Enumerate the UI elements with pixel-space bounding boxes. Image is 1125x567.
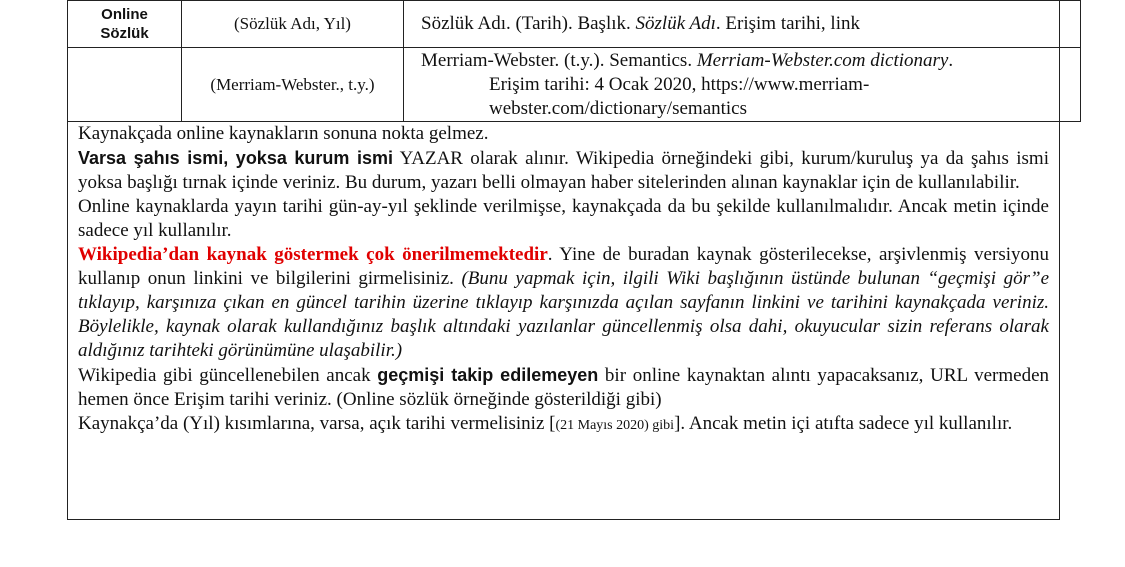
source-type-cell [68, 1, 182, 48]
note-paragraph-5 [78, 363, 1049, 412]
ref-italic: Merriam-Webster.com dictionary [696, 49, 949, 71]
note-paragraph-2 [78, 146, 1049, 195]
intext-cell: (Merriam-Webster., t.y.) [182, 48, 404, 122]
table-row [68, 48, 1081, 122]
note-paragraph-6 [78, 412, 1049, 438]
notes-body [78, 122, 1049, 438]
source-type-cell-empty [68, 48, 182, 122]
note-text: YAZAR olarak alınır. Wikipedia örneğindeki gibi, kurum/kuruluş ya da şahıs ismi yoksa başlığı tırnak içinde veriniz. Bu durum, yazarı belli olmayan haber sitelerinden alınan kaynaklar için de kullanılabilir. [78, 148, 1049, 193]
note-text: bir online kaynaktan alıntı yapacaksanız, URL vermeden hemen önce Erişim tarihi veriniz. (Online sözlük örneğinde gösterildiği gibi) [78, 365, 1049, 410]
note-bold: Varsa şahıs ismi, yoksa kurum ismi [78, 148, 394, 168]
note-text: ]. Ancak metin içi atıfta sadece yıl kullanılır. [674, 413, 1013, 434]
table-row [68, 1, 1081, 48]
ref-tail: . Erişim tarihi, link [715, 13, 860, 34]
ref-line3: webster.com/dictionary/semantics [489, 97, 748, 119]
ref-line1 [421, 49, 1080, 73]
note-italic: (Bunu yapmak için, ilgili Wiki başlığının üstünde bulunan “geçmişi gör”e tıklayıp, karşınıza çıkan en güncel tarihin üzerine tıklayıp karşınızda açılan sayfanın linkini ve tarihini kaynakçada veriniz. Böylelikle, kaynak olarak kullandığınız başlık altındaki yazılanlar güncellenmiş olsa dahi, okuyucular sizin referans olarak aldığınız tarihteki görünümüne ulaşabilir.) [78, 268, 1050, 361]
ref-line2: Erişim tarihi: 4 Ocak 2020, https://www.merriam- [489, 73, 870, 95]
ref-tail: . [948, 49, 954, 71]
ref-plain: Sözlük Adı. (Tarih). Başlık. [421, 13, 636, 34]
reference-table [67, 0, 1081, 122]
note-text: Wikipedia gibi güncellenebilen ancak [78, 365, 378, 386]
intext-cell: (Sözlük Adı, Yıl) [182, 1, 404, 48]
source-type-line1: Online [101, 6, 148, 23]
note-paragraph-3: Online kaynaklarda yayın tarihi gün-ay-yıl şeklinde verilmişse, kaynakçada da bu şekilde kullanılmalıdır. Ancak metin içinde sadece yıl kullanılır. [78, 196, 1049, 241]
note-small: (21 Mayıs 2020) gibi [555, 418, 675, 433]
note-text: Kaynakça’da (Yıl) kısımlarına, varsa, açık tarihi vermelisiniz [ [78, 413, 556, 434]
note-paragraph-1: Kaynakçada online kaynakların sonuna nokta gelmez. [78, 123, 489, 144]
note-bold: geçmişi takip edilemeyen [377, 365, 599, 385]
note-paragraph-4 [78, 243, 1049, 363]
note-text: . Yine de buradan kaynak gösterilecekse, arşivlenmiş versiyonu kullanıp onun linkini ve bilgilerini girmelisiniz. [78, 244, 1049, 289]
ref-plain: Merriam-Webster. (t.y.). Semantics. [421, 49, 697, 71]
note-warning: Wikipedia’dan kaynak göstermek çok önerilmemektedir [78, 244, 548, 265]
source-type-line2: Sözlük [100, 25, 149, 42]
reference-cell [404, 1, 1081, 48]
ref-italic: Sözlük Adı [635, 13, 716, 34]
reference-cell [404, 48, 1081, 122]
